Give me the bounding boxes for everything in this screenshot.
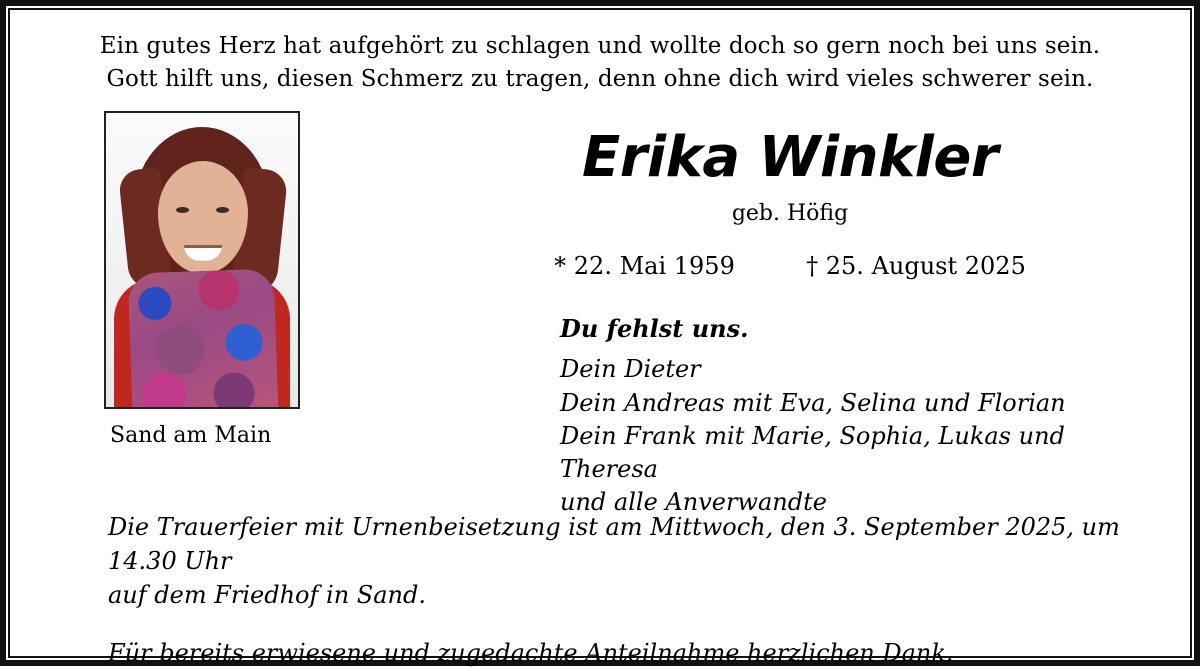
photo-scarf (128, 268, 279, 409)
thanks-line: Für bereits erwiesene und zugedachte Anteilnahme herzlichen Dank. (108, 639, 954, 668)
birth-date: * 22. Mai 1959 (554, 252, 735, 281)
notice-content (12, 12, 1188, 668)
ceremony-line-1: Die Trauerfeier mit Urnenbeisetzung ist am Mittwoch, den 3. September 2025, um 14.30 Uhr (108, 513, 1120, 576)
mourners-list (560, 353, 1168, 519)
maiden-name: geb. Höfig (731, 201, 849, 227)
photo-eye-left (176, 207, 189, 213)
photo-eye-right (216, 207, 229, 213)
mourner-line: Dein Andreas mit Eva, Selina und Florian (560, 388, 1066, 417)
life-dates (482, 252, 1168, 280)
verse-line-2: Gott hilft uns, diesen Schmerz zu tragen, denn ohne dich wird vieles schwerer sein. (106, 66, 1094, 93)
verse-block (12, 30, 1188, 97)
body-area (12, 111, 1188, 516)
mourner-line: Dein Frank mit Marie, Sophia, Lukas und Theresa (560, 421, 1065, 483)
verse-line-1: Ein gutes Herz hat aufgehört zu schlagen und wollte doch so gern noch bei uns sein. (99, 33, 1101, 59)
deceased-name: Erika Winkler (582, 124, 998, 190)
portrait-photo (104, 111, 300, 409)
missing-line: Du fehlst uns. (560, 314, 749, 344)
portrait-block (104, 111, 304, 448)
footer-block (108, 510, 1148, 670)
death-date: † 25. August 2025 (806, 252, 1026, 281)
place-label: Sand am Main (110, 422, 272, 448)
mourner-line: Dein Dieter (560, 355, 701, 384)
ceremony-line-2: auf dem Friedhof in Sand. (108, 581, 426, 610)
mourner-line: und alle Anverwandte (560, 487, 827, 516)
details-column (482, 111, 1168, 519)
